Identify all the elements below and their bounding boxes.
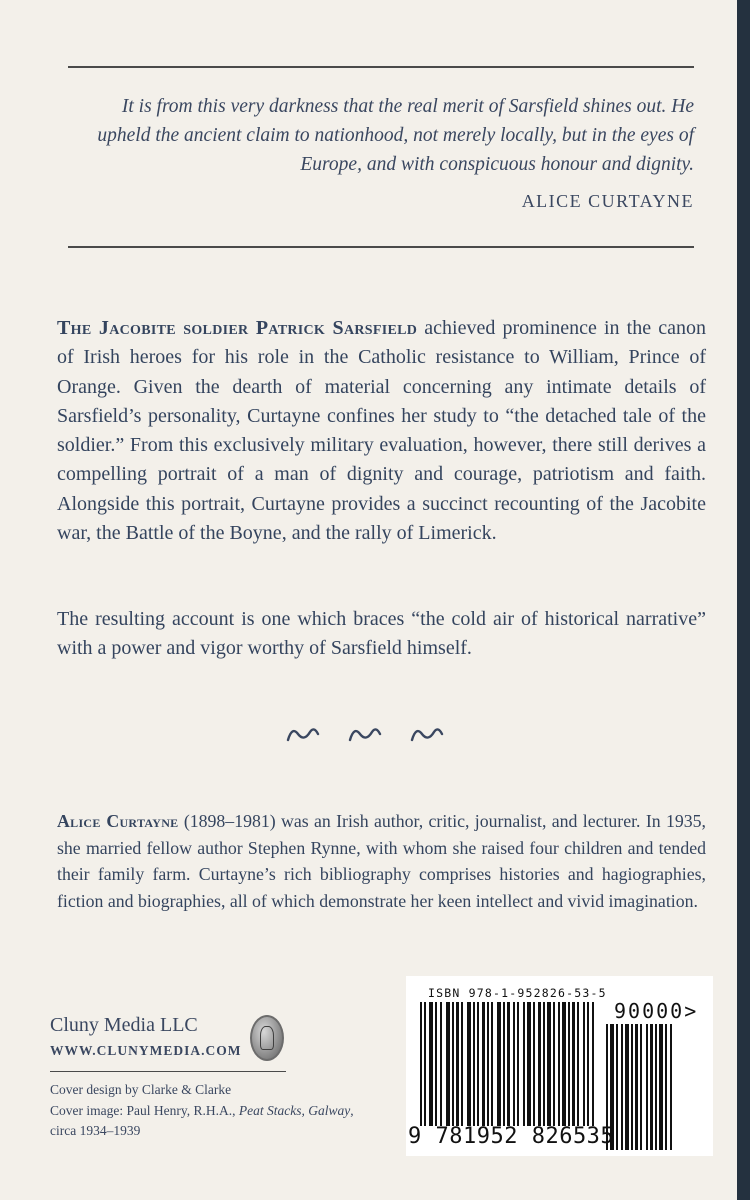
description-paragraph-2: The resulting account is one which braces “the cold air of historical narrative” with a power and vigor worthy of Sarsfield himself. (57, 608, 706, 660)
spine-edge (737, 0, 750, 1200)
ornament-flourish (0, 720, 737, 758)
quote-author: ALICE CURTAYNE (521, 191, 694, 211)
barcode-addon-bars-icon (606, 1024, 704, 1150)
description-paragraph-1 (57, 314, 706, 548)
author-bio (57, 808, 706, 914)
credit-image-title: Peat Stacks, Galway (238, 1102, 351, 1118)
credit-image-prefix: Cover image: Paul Henry, R.H.A., (50, 1102, 239, 1118)
publisher-url[interactable]: WWW.CLUNYMEDIA.COM (50, 1043, 242, 1058)
quote-text: It is from this very darkness that the real merit of Sarsfield shines out. He upheld the ancient claim to nationhood, not merely locally, but in the eyes of Europe, and with conspicuous honour and dignity. (97, 96, 694, 175)
barcode-bars-icon (420, 1002, 598, 1126)
publisher-seal-icon (250, 1015, 284, 1061)
bio-lead: Alice Curtayne (57, 811, 179, 831)
credit-image-suffix: , (350, 1102, 354, 1118)
pull-quote (68, 66, 694, 248)
isbn-label: ISBN 978-1-952826-53-5 (428, 986, 607, 1000)
flourish-icon (284, 720, 454, 750)
credit-image (50, 1101, 390, 1122)
credit-design: Cover design by Clarke & Clarke (50, 1082, 232, 1097)
publisher-name: Cluny Media LLC (50, 1014, 198, 1036)
description-lead: The Jacobite soldier Patrick Sarsfield (57, 317, 418, 339)
publisher-divider (50, 1071, 286, 1072)
description-text-1: achieved prominence in the canon of Irish heroes for his role in the Catholic resistance to William, Prince of Orange. Given the dearth of material concerning any intimate details of Sarsfield’s personality, Curtayne confines her study to “the detached tale of the soldier.” From this exclusively military evaluation, however, there still derives a compelling portrait of a man of dignity and courage, patriotism and faith. Alongside this portrait, Curtayne provides a succinct recounting of the Jacobite war, the Battle of the Boyne, and the rally of Limerick. (57, 317, 706, 545)
ean-digits: 9 781952 826535 (408, 1124, 615, 1149)
bio-text: (1898–1981) was an Irish author, critic, journalist, and lecturer. In 1935, she married fellow author Stephen Rynne, with whom she raised four children and tended their family farm. Curtayne’s rich bibliography comprises histories and hagiographies, fiction and biographies, all of which demonstrate her keen intellect and vivid imagination. (57, 811, 706, 911)
credit-date: circa 1934–1939 (50, 1123, 141, 1138)
cover-credits (50, 1080, 390, 1142)
addon-digits: 90000> (614, 999, 699, 1023)
